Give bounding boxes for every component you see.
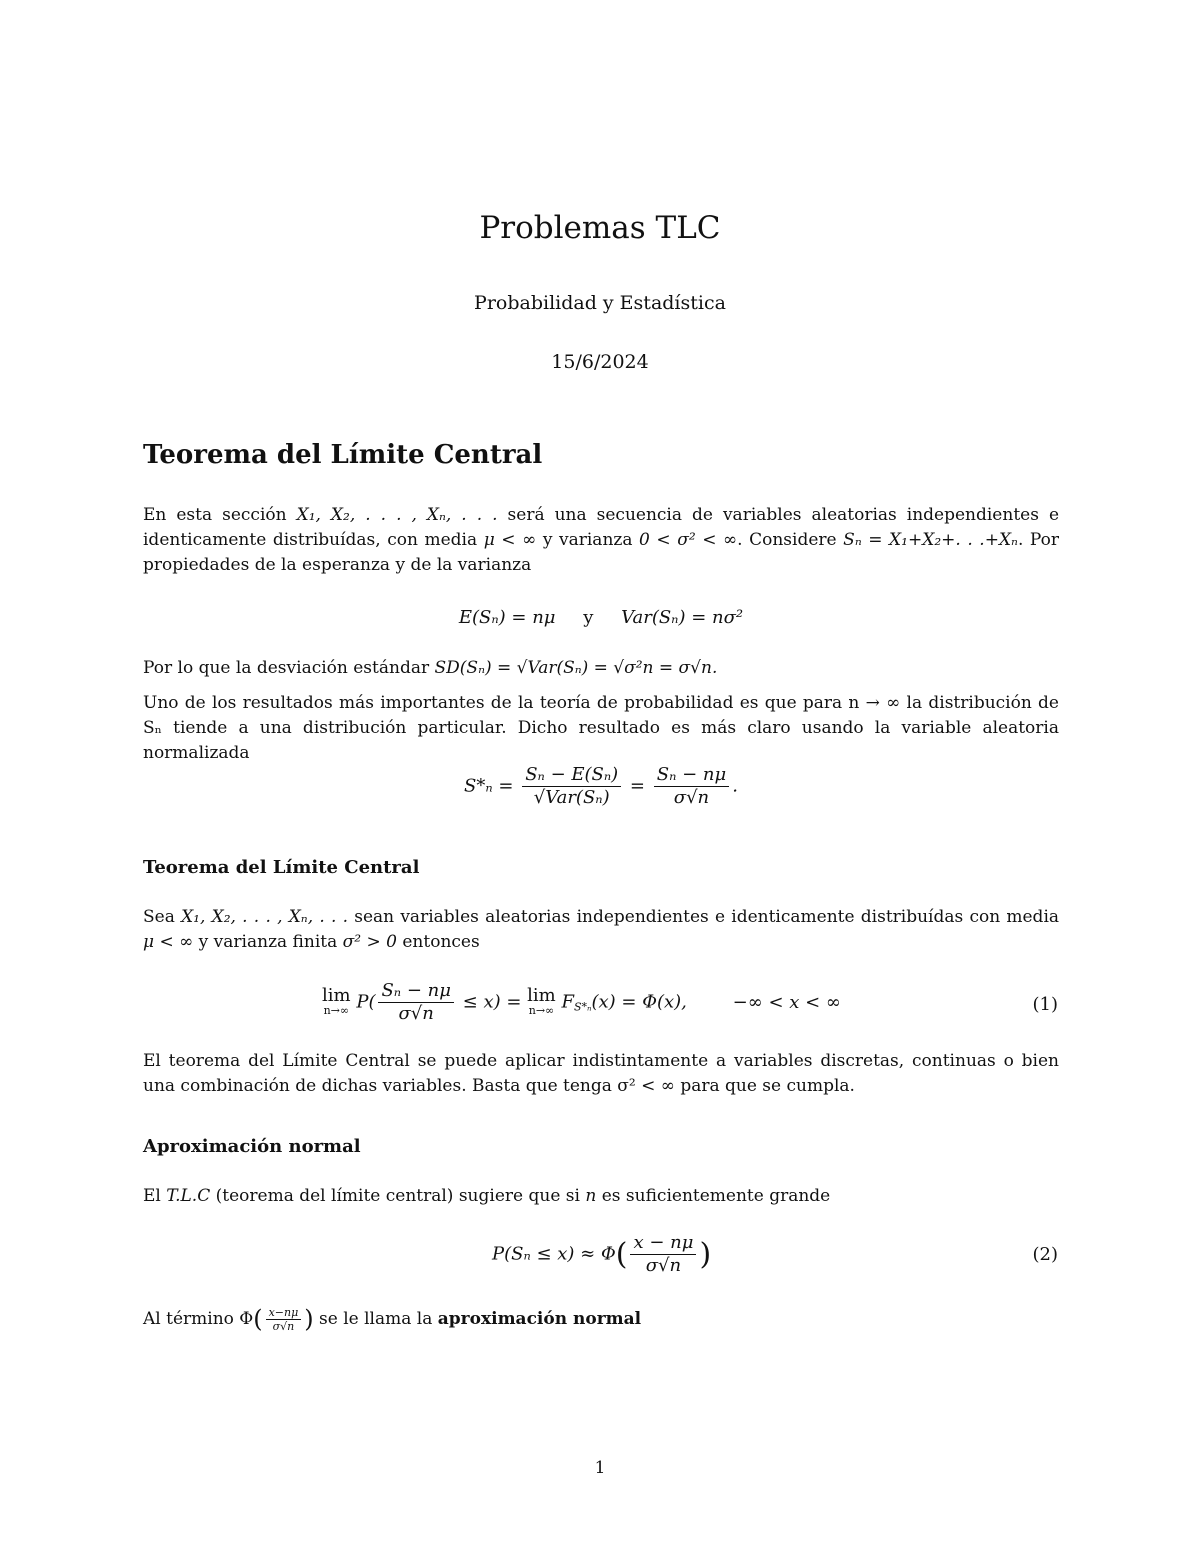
clt-equation [322,980,841,1025]
fraction-denominator: σ√n [645,1255,682,1276]
theorem-text-3: y varianza finita [198,932,338,952]
clt-note: El teorema del Límite Central se puede aplicar indistintamente a variables discretas, continuas o bien una combinación de dichas variables. Basta que tenga σ² < ∞ para que se cumpla. [143,1051,1059,1096]
intro-text-4: . Considere [737,530,837,550]
fraction-numerator: x − nμ [630,1232,696,1255]
approx-eq-lhs: P(Sₙ ≤ x) ≈ Φ [492,1243,616,1265]
normalized-fraction-2 [654,764,729,809]
final-text-2: se le llama la [319,1309,433,1329]
doc-subtitle: Probabilidad y Estadística [474,292,726,314]
fraction-numerator: Sₙ − nμ [378,980,453,1003]
equals-sign: = [629,775,646,797]
sd-paragraph [143,656,1059,681]
lim-subscript: n→∞ [528,1003,555,1017]
approximation-title: Aproximación normal [143,1136,361,1157]
equation-number-2: (2) [1032,1244,1058,1265]
fraction-numerator: Sₙ − E(Sₙ) [522,764,621,787]
fraction-numerator: x−nμ [266,1306,302,1320]
fraction-denominator: σ√n [272,1320,295,1333]
approx-fraction [630,1232,696,1277]
expectation-eq: E(Sₙ) = nμ [458,607,556,628]
paren-close: ) [304,1305,314,1333]
doc-date: 15/6/2024 [551,351,649,373]
theorem-title: Teorema del Límite Central [143,857,420,878]
lim-label: lim [322,984,351,1006]
sd-text: Por lo que la desviación estándar [143,658,430,678]
limit-operator [322,984,351,1018]
lim-subscript: n→∞ [323,1003,350,1017]
result-paragraph: Uno de los resultados más importantes de la teoría de probabilidad es que para n → ∞ la distribución de Sₙ tiende a una distribución particular. Dicho resultado es más claro usando la variable aleatoria normalizada [143,693,1059,763]
lim-label: lim [527,984,556,1006]
fraction-denominator: σ√n [673,787,710,808]
sum-definition: Sₙ = X₁+X₂+. . .+Xₙ [843,530,1018,550]
approx-text-2: (teorema del límite central) sugiere que si [215,1186,580,1206]
sd-equation: SD(Sₙ) = √Var(Sₙ) = √σ²n = σ√n. [434,658,718,678]
final-fraction [266,1306,302,1333]
intro-text-2: será una secuencia de variables aleatorias independientes e identicamente distribuídas, con media [143,505,1060,550]
theorem-text-1: Sea [143,907,175,927]
approx-text-1: El [143,1186,161,1206]
expectation-variance-equation [143,607,1059,628]
paren-open: ( [615,1237,628,1272]
normal-approximation-term: aproximación normal [437,1309,642,1329]
variance-eq: Var(Sₙ) = nσ² [621,607,744,628]
theorem-text-4: entonces [402,932,480,952]
fraction-numerator: Sₙ − nμ [654,764,729,787]
approx-text-3: es suficientemente grande [601,1186,831,1206]
variance-condition: 0 < σ² < ∞ [639,530,738,550]
intro-paragraph [143,503,1059,578]
tlc-abbrev: T.L.C [166,1186,211,1206]
approximation-paragraph [143,1184,1059,1209]
doc-title: Problemas TLC [479,210,721,246]
fraction-denominator: √Var(Sₙ) [533,787,610,808]
clt-middle: ≤ x) = [462,991,522,1013]
theorem-text-2: sean variables aleatorias independientes e identicamente distribuídas con media [354,907,1060,927]
paren-open: ( [253,1305,263,1333]
normalized-variable-equation [143,764,1059,809]
clt-rhs: F [561,991,574,1013]
normalized-fraction-1 [522,764,621,809]
fraction-denominator: σ√n [398,1003,434,1024]
intro-text-3: y varianza [542,530,633,550]
eq-connector: y [583,607,594,628]
paren-close: ) [699,1237,712,1272]
clt-rhs-end: (x) = Φ(x), [591,991,687,1013]
intro-text-1: En esta sección [143,505,287,525]
theorem-sequence: X₁, X₂, . . . , Xₙ, . . . [181,907,348,927]
theorem-statement [143,905,1059,955]
theorem-mean-condition: μ < ∞ [143,932,194,952]
theorem-variance-condition: σ² > 0 [342,932,397,952]
final-paragraph [143,1306,1059,1333]
page-number: 1 [594,1458,606,1478]
n-variable: n [585,1186,597,1206]
equation-period: . [732,775,738,797]
clt-range: −∞ < x < ∞ [732,991,841,1013]
clt-p-open: P( [356,991,376,1013]
clt-rhs-subscript: S*ₙ [574,1000,592,1014]
section-title: Teorema del Límite Central [143,440,543,470]
normalized-lhs: S*ₙ = [464,775,514,797]
intro-text-5: . Por propiedades de la esperanza y de la varianza [143,530,1060,575]
sequence-math: X₁, X₂, . . . , Xₙ, . . . [296,505,498,525]
final-text-1: Al término Φ [143,1309,254,1329]
limit-operator-2 [527,984,556,1018]
approximation-equation [492,1232,711,1277]
equation-number-1: (1) [1032,994,1058,1015]
clt-fraction [378,980,453,1025]
mean-condition: μ < ∞ [483,530,537,550]
